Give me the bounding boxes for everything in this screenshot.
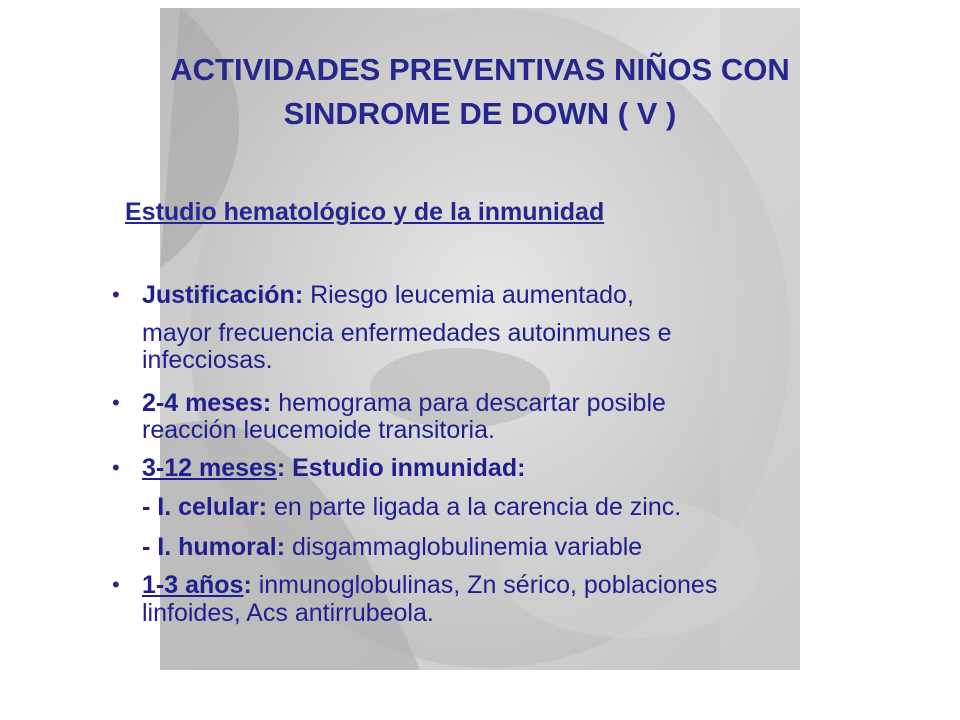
list-item [142,388,666,418]
list-item [142,345,273,375]
bullet-glyph: • [112,572,120,597]
list-item [142,318,671,348]
list-item [142,415,495,445]
item-label: : [243,571,252,599]
bullet-glyph: • [112,282,120,307]
item-text: inmunoglobulinas, Zn sérico, poblaciones [251,571,718,599]
item-label: Justificación: [142,281,304,309]
section-heading: Estudio hematológico y de la inmunidad [125,198,605,226]
bullet-glyph: • [112,455,120,480]
item-label: : Estudio inmunidad: [276,454,526,482]
item-label-underlined: 3-12 meses [142,454,277,482]
item-label: - I. celular: [142,493,268,521]
title-line-1: ACTIVIDADES PREVENTIVAS NIÑOS CON [170,52,790,87]
item-text: en parte ligada a la carencia de zinc. [267,493,682,521]
item-label-underlined: 1-3 años [142,571,244,599]
item-text: reacción leucemoide transitoria. [142,416,495,444]
item-text: mayor frecuencia enfermedades autoinmunes e [142,319,672,347]
title-line-2: SINDROME DE DOWN ( V ) [283,96,677,131]
item-text: Riesgo leucemia aumentado, [303,281,634,309]
bullet-glyph: • [112,390,120,415]
list-item [142,280,634,310]
item-text: linfoides, Acs antirrubeola. [142,599,434,627]
list-item [142,453,525,483]
list-item [142,532,642,562]
list-item [142,492,681,522]
slide-title [0,48,960,136]
item-label: - I. humoral: [142,533,286,561]
item-text: hemograma para descartar posible [271,389,666,417]
list-item [142,598,434,628]
item-text: infecciosas. [142,346,273,374]
list-item [142,570,717,600]
item-text: disgammaglobulinemia variable [285,533,643,561]
item-label: 2-4 meses: [142,389,272,417]
